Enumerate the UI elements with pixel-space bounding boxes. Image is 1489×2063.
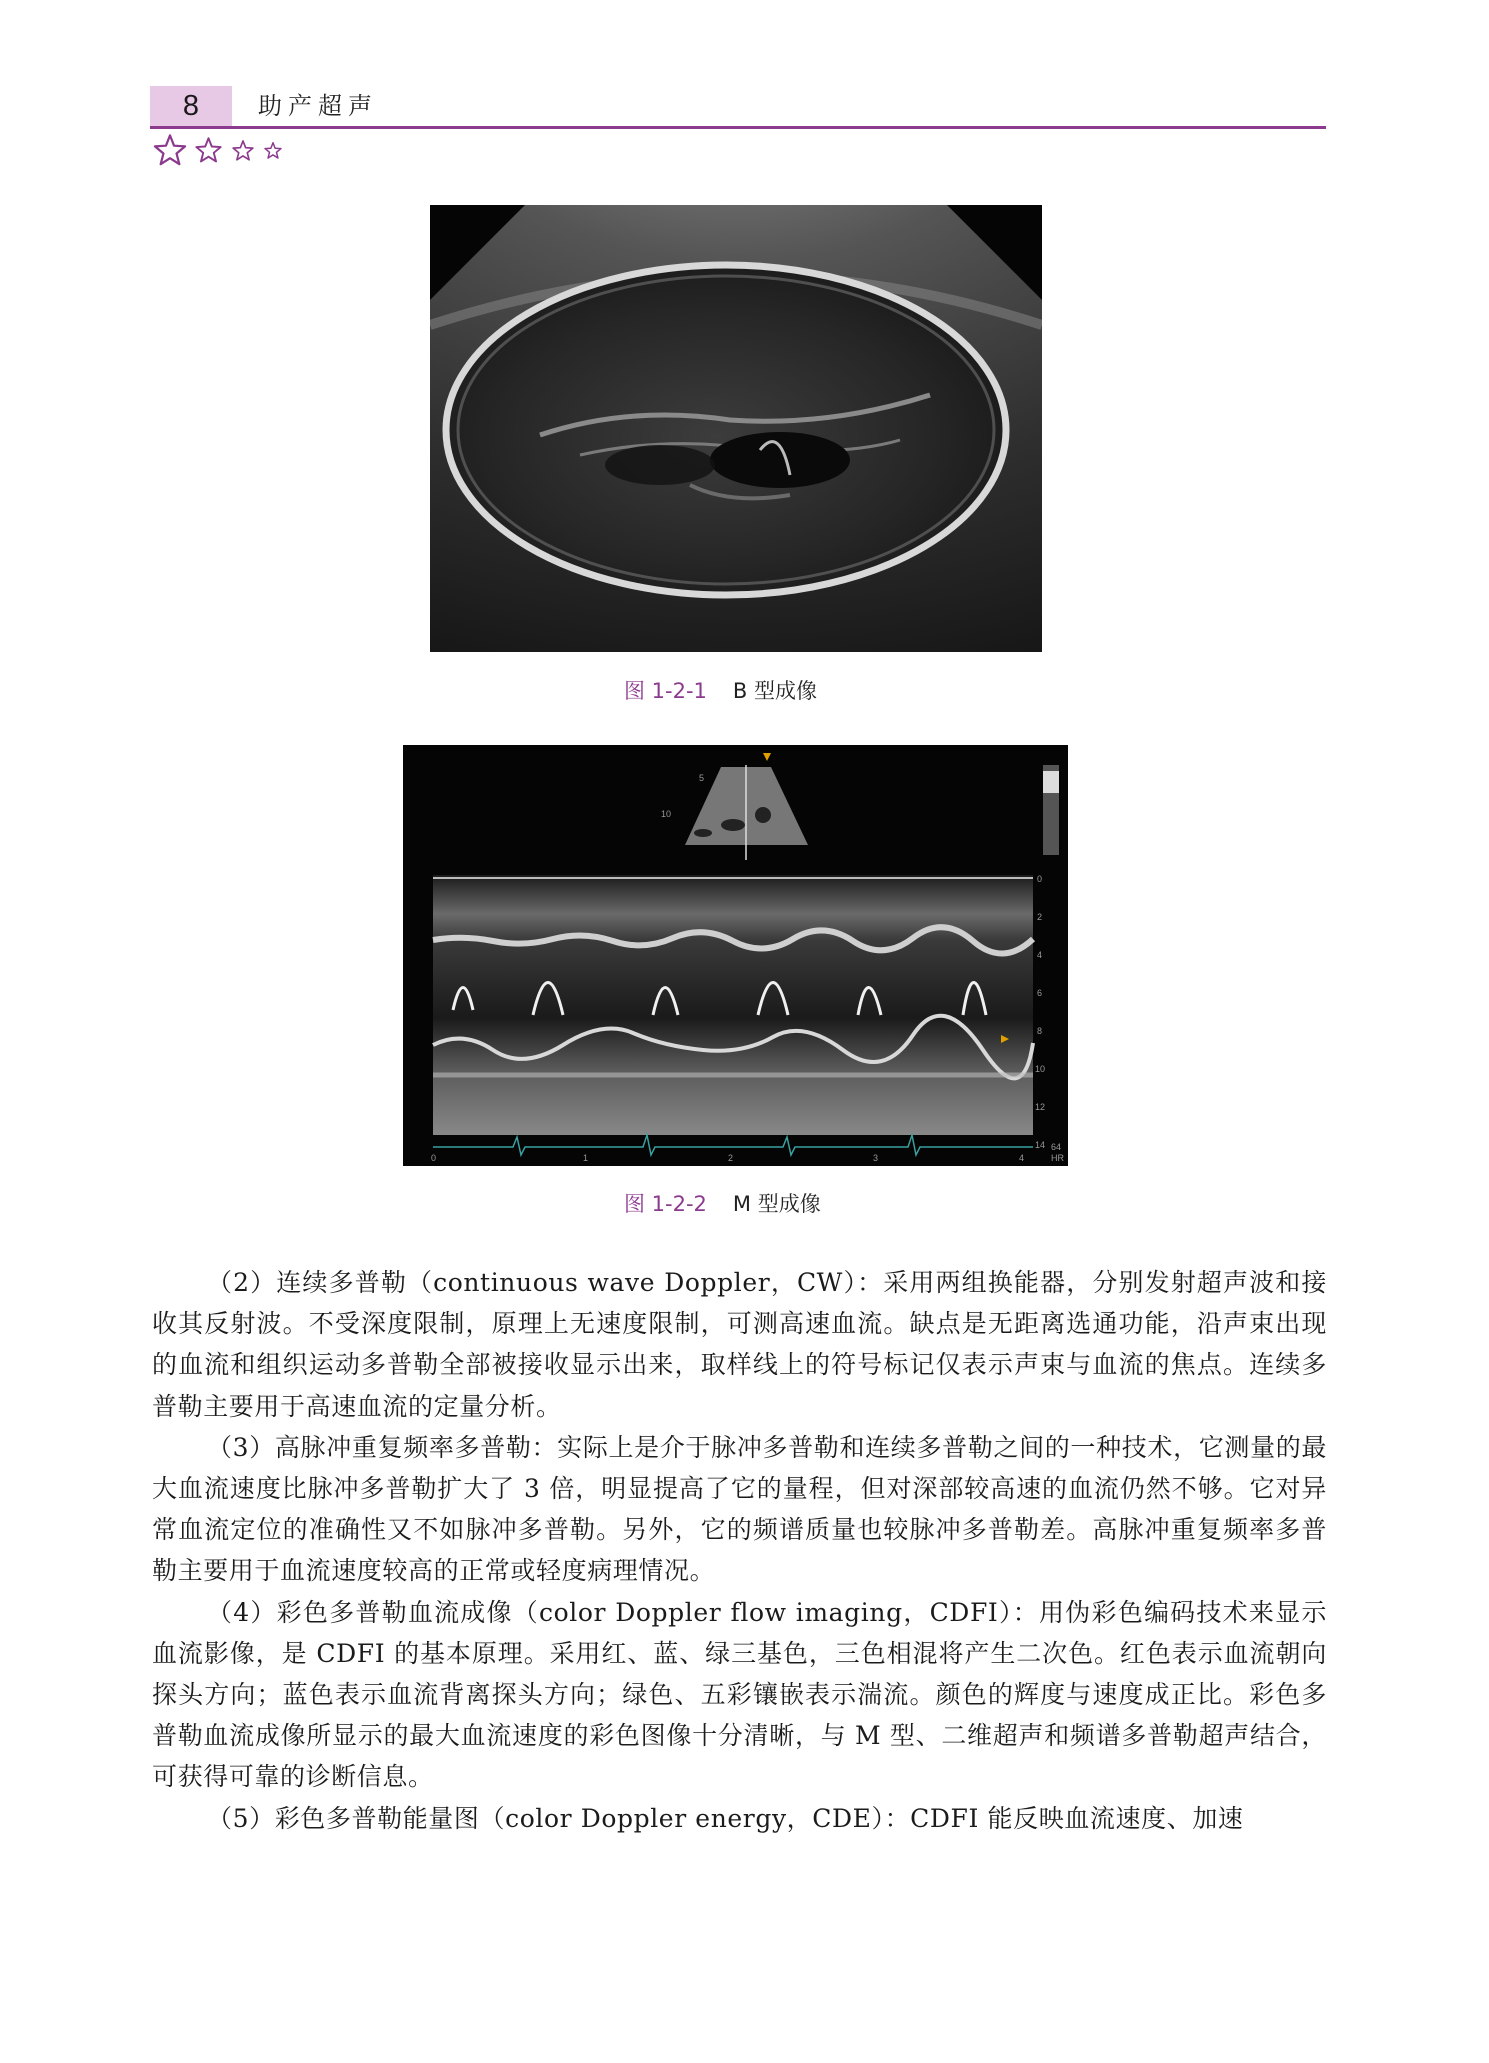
time-tick: 1 (583, 1153, 589, 1163)
depth-tick: 2 (1037, 912, 1043, 922)
inset-tick: 5 (699, 773, 705, 783)
figure-label: 图 1-2-1 (624, 679, 707, 703)
depth-tick: 6 (1037, 988, 1043, 998)
depth-tick: 8 (1037, 1026, 1043, 1036)
page-number: 8 (182, 90, 200, 122)
corner-label: HR (1051, 1153, 1064, 1163)
corner-label: 64 (1051, 1142, 1062, 1152)
running-title: 助产超声 (258, 92, 378, 120)
time-tick: 3 (873, 1153, 879, 1163)
time-tick: 0 (431, 1153, 437, 1163)
paragraph-cw-doppler: （2）连续多普勒（continuous wave Doppler，CW）：采用两组换能器，分别发射超声波和接收其反射波。不受深度限制，原理上无速度限制，可测高速血流。缺点是无距离选通功能，沿声束出现的血流和组织运动多普勒全部被接收显示出来，取样线上的符号标记仅表示声束与血流的焦点。连续多普勒主要用于高速血流的定量分析。 (152, 1268, 1327, 1421)
body-text (152, 1262, 1327, 1839)
depth-tick: 0 (1037, 874, 1043, 884)
inset-tick: 10 (661, 809, 672, 819)
figure-title: M 型成像 (732, 1192, 821, 1216)
star-outline-icon (153, 134, 187, 166)
b-mode-ultrasound-image (430, 205, 1042, 652)
m-mode-ultrasound-image (403, 745, 1068, 1166)
paragraph-hprf-doppler: （3）高脉冲重复频率多普勒：实际上是介于脉冲多普勒和连续多普勒之间的一种技术，它测量的最大血流速度比脉冲多普勒扩大了 3 倍，明显提高了它的量程，但对深部较高速的血流仍然不够。它对异常血流定位的准确性又不如脉冲多普勒。另外，它的频谱质量也较脉冲多普勒差。高脉冲重复频率多普勒主要用于血流速度较高的正常或轻度病理情况。 (152, 1432, 1327, 1586)
star-outline-icon (195, 137, 222, 163)
depth-tick: 14 (1035, 1140, 1046, 1150)
depth-tick: 4 (1037, 950, 1043, 960)
figure-m-mode-image (403, 745, 1068, 1166)
figure-caption-1 (624, 675, 817, 705)
paragraph-cdfi: （4）彩色多普勒血流成像（color Doppler flow imaging，CDFI）：用伪彩色编码技术来显示血流影像，是 CDFI 的基本原理。采用红、蓝、绿三基色，三色相混将产生二次色。红色表示血流朝向探头方向；蓝色表示血流背离探头方向；绿色、五彩镶嵌表示湍流。颜色的辉度与速度成正比。彩色多普勒血流成像所显示的最大血流速度的彩色图像十分清晰，与 M 型、二维超声和频谱多普勒超声结合，可获得可靠的诊断信息。 (152, 1597, 1327, 1792)
star-outline-icon (264, 142, 282, 159)
figure-b-mode-image (430, 205, 1042, 652)
paragraph-cde: （5）彩色多普勒能量图（color Doppler energy，CDE）：CDFI 能反映血流速度、加速 (207, 1803, 1244, 1833)
figure-label: 图 1-2-2 (624, 1192, 707, 1216)
figure-title: B 型成像 (732, 679, 818, 703)
header-rule (150, 126, 1326, 129)
star-outline-icon (232, 140, 254, 161)
depth-tick: 10 (1035, 1064, 1046, 1074)
depth-tick: 12 (1035, 1102, 1046, 1112)
figure-caption-2 (624, 1188, 821, 1218)
time-tick: 4 (1019, 1153, 1025, 1163)
time-tick: 2 (728, 1153, 734, 1163)
